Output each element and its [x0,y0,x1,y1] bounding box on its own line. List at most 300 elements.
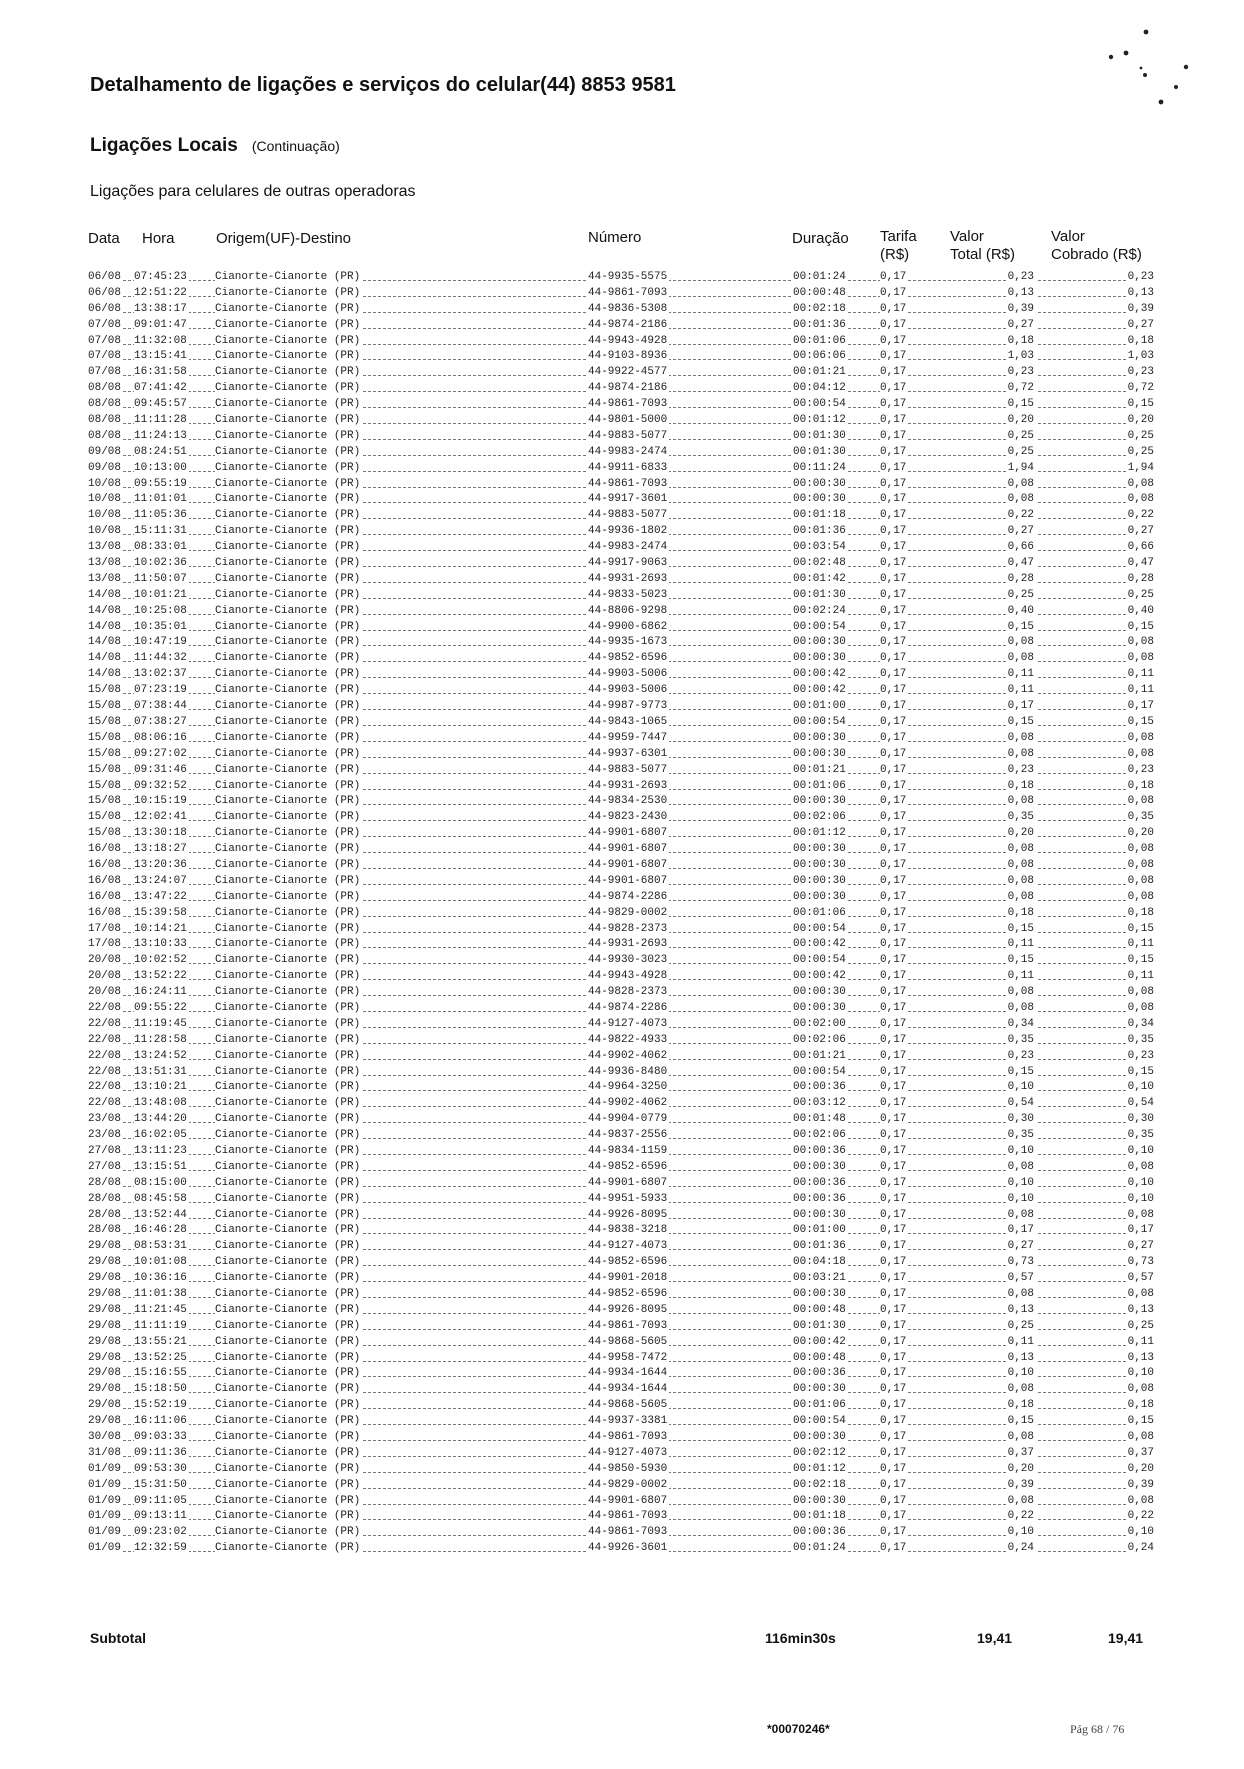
cell-duracao: 00:02:06 [793,1128,848,1144]
table-row [88,1223,1156,1239]
cell-origem: Cianorte-Cianorte (PR) [215,1335,362,1351]
cell-data: 14/08 [88,604,123,620]
cell-valor-cobrado: 0,08 [1126,1287,1156,1303]
cell-duracao: 00:01:12 [793,413,848,429]
cell-origem: Cianorte-Cianorte (PR) [215,1398,362,1414]
cell-tarifa: 0,17 [880,334,908,350]
cell-numero: 44-9868-5605 [588,1335,669,1351]
table-row [88,270,1156,286]
cell-hora: 13:52:44 [134,1208,189,1224]
cell-origem: Cianorte-Cianorte (PR) [215,1287,362,1303]
cell-hora: 13:52:22 [134,969,189,985]
cell-numero: 44-9936-1802 [588,524,669,540]
cell-valor-cobrado: 0,35 [1126,810,1156,826]
cell-tarifa: 0,17 [880,1239,908,1255]
cell-duracao: 00:00:30 [793,1287,848,1303]
col-header-tarifa-unit: (R$) [880,246,910,263]
cell-numero: 44-9103-8936 [588,349,669,365]
cell-origem: Cianorte-Cianorte (PR) [215,874,362,890]
cell-tarifa: 0,17 [880,715,908,731]
cell-duracao: 00:00:30 [793,635,848,651]
table-row [88,747,1156,763]
cell-origem: Cianorte-Cianorte (PR) [215,540,362,556]
cell-duracao: 00:00:36 [793,1080,848,1096]
cell-data: 15/08 [88,779,123,795]
subtotal-valor-cobrado: 19,41 [1108,1630,1144,1646]
cell-tarifa: 0,17 [880,318,908,334]
cell-valor-total: 0,35 [1006,1128,1036,1144]
cell-valor-cobrado: 0,23 [1126,270,1156,286]
cell-hora: 13:52:25 [134,1351,189,1367]
cell-tarifa: 0,17 [880,1525,908,1541]
table-row [88,477,1156,493]
cell-data: 29/08 [88,1303,123,1319]
cell-valor-cobrado: 0,15 [1126,397,1156,413]
table-row [88,334,1156,350]
cell-data: 31/08 [88,1446,123,1462]
cell-data: 14/08 [88,667,123,683]
cell-valor-cobrado: 0,57 [1126,1271,1156,1287]
cell-numero: 44-9931-2693 [588,572,669,588]
cell-valor-total: 0,22 [1006,1509,1036,1525]
table-row [88,1541,1156,1557]
cell-valor-total: 0,23 [1006,365,1036,381]
cell-duracao: 00:00:42 [793,683,848,699]
cell-duracao: 00:02:48 [793,556,848,572]
cell-duracao: 00:02:18 [793,302,848,318]
cell-hora: 08:06:16 [134,731,189,747]
cell-data: 29/08 [88,1271,123,1287]
cell-valor-cobrado: 0,08 [1126,985,1156,1001]
cell-numero: 44-9127-4073 [588,1017,669,1033]
cell-data: 16/08 [88,842,123,858]
table-row [88,667,1156,683]
cell-numero: 44-9904-0779 [588,1112,669,1128]
cell-valor-cobrado: 0,17 [1126,1223,1156,1239]
table-row [88,524,1156,540]
cell-data: 08/08 [88,413,123,429]
cell-duracao: 00:01:00 [793,1223,848,1239]
cell-data: 01/09 [88,1462,123,1478]
cell-tarifa: 0,17 [880,349,908,365]
cell-tarifa: 0,17 [880,1303,908,1319]
col-header-valor-cobrado-label: Valor [1051,228,1085,245]
cell-valor-cobrado: 0,08 [1126,731,1156,747]
cell-duracao: 00:00:48 [793,1303,848,1319]
cell-duracao: 00:00:30 [793,651,848,667]
cell-valor-total: 0,72 [1006,381,1036,397]
table-row [88,1128,1156,1144]
cell-duracao: 00:01:21 [793,763,848,779]
cell-valor-total: 0,27 [1006,318,1036,334]
table-row [88,1144,1156,1160]
cell-valor-cobrado: 0,13 [1126,1303,1156,1319]
cell-numero: 44-9934-1644 [588,1382,669,1398]
cell-tarifa: 0,17 [880,1366,908,1382]
cell-tarifa: 0,17 [880,1096,908,1112]
col-header-tarifa-label: Tarifa [880,228,917,245]
cell-hora: 10:02:36 [134,556,189,572]
cell-numero: 44-9943-4928 [588,334,669,350]
cell-duracao: 00:01:21 [793,365,848,381]
cell-origem: Cianorte-Cianorte (PR) [215,667,362,683]
cell-valor-total: 0,57 [1006,1271,1036,1287]
cell-tarifa: 0,17 [880,461,908,477]
cell-hora: 15:52:19 [134,1398,189,1414]
cell-numero: 44-9834-2530 [588,794,669,810]
cell-origem: Cianorte-Cianorte (PR) [215,588,362,604]
cell-duracao: 00:00:30 [793,477,848,493]
cell-valor-cobrado: 0,18 [1126,1398,1156,1414]
cell-data: 22/08 [88,1096,123,1112]
cell-hora: 09:23:02 [134,1525,189,1541]
cell-data: 08/08 [88,397,123,413]
table-row [88,1208,1156,1224]
cell-origem: Cianorte-Cianorte (PR) [215,683,362,699]
subtotal-valor-total: 19,41 [977,1630,1013,1646]
table-row [88,413,1156,429]
cell-tarifa: 0,17 [880,588,908,604]
cell-numero: 44-9987-9773 [588,699,669,715]
table-row [88,1271,1156,1287]
cell-valor-total: 0,08 [1006,651,1036,667]
table-row [88,1049,1156,1065]
cell-numero: 44-9874-2186 [588,318,669,334]
cell-data: 28/08 [88,1176,123,1192]
cell-numero: 44-9861-7093 [588,1319,669,1335]
cell-valor-cobrado: 0,17 [1126,699,1156,715]
cell-data: 28/08 [88,1223,123,1239]
table-row [88,1065,1156,1081]
cell-valor-cobrado: 0,08 [1126,794,1156,810]
cell-tarifa: 0,17 [880,1335,908,1351]
cell-valor-cobrado: 0,08 [1126,874,1156,890]
cell-hora: 15:18:50 [134,1382,189,1398]
cell-valor-total: 0,28 [1006,572,1036,588]
cell-origem: Cianorte-Cianorte (PR) [215,429,362,445]
cell-numero: 44-9901-6807 [588,842,669,858]
cell-origem: Cianorte-Cianorte (PR) [215,1239,362,1255]
cell-data: 08/08 [88,381,123,397]
cell-valor-cobrado: 0,11 [1126,969,1156,985]
cell-origem: Cianorte-Cianorte (PR) [215,318,362,334]
document-title: Detalhamento de ligações e serviços do celular(44) 8853 9581 [90,74,676,96]
table-row [88,572,1156,588]
cell-valor-cobrado: 0,15 [1126,715,1156,731]
table-row [88,1446,1156,1462]
cell-numero: 44-9852-6596 [588,1160,669,1176]
cell-origem: Cianorte-Cianorte (PR) [215,397,362,413]
cell-valor-total: 0,17 [1006,699,1036,715]
table-row [88,620,1156,636]
cell-valor-total: 0,08 [1006,1494,1036,1510]
section-title: Ligações Locais [90,135,238,156]
cell-data: 15/08 [88,715,123,731]
cell-origem: Cianorte-Cianorte (PR) [215,1382,362,1398]
cell-origem: Cianorte-Cianorte (PR) [215,524,362,540]
cell-hora: 13:10:33 [134,937,189,953]
cell-data: 09/08 [88,445,123,461]
table-row [88,635,1156,651]
cell-valor-cobrado: 0,15 [1126,1414,1156,1430]
cell-data: 28/08 [88,1208,123,1224]
cell-hora: 13:10:21 [134,1080,189,1096]
table-row [88,1430,1156,1446]
cell-numero: 44-9852-6596 [588,651,669,667]
cell-tarifa: 0,17 [880,1160,908,1176]
cell-tarifa: 0,17 [880,890,908,906]
cell-duracao: 00:02:24 [793,604,848,620]
cell-valor-total: 0,10 [1006,1144,1036,1160]
cell-valor-total: 0,08 [1006,635,1036,651]
cell-duracao: 00:03:21 [793,1271,848,1287]
cell-origem: Cianorte-Cianorte (PR) [215,1319,362,1335]
cell-hora: 10:35:01 [134,620,189,636]
cell-tarifa: 0,17 [880,651,908,667]
cell-hora: 13:30:18 [134,826,189,842]
cell-data: 22/08 [88,1080,123,1096]
cell-valor-total: 0,11 [1006,667,1036,683]
cell-data: 01/09 [88,1494,123,1510]
cell-data: 29/08 [88,1319,123,1335]
cell-valor-total: 0,39 [1006,1478,1036,1494]
cell-data: 10/08 [88,492,123,508]
cell-origem: Cianorte-Cianorte (PR) [215,477,362,493]
cell-hora: 11:11:19 [134,1319,189,1335]
cell-numero: 44-9901-6807 [588,826,669,842]
cell-tarifa: 0,17 [880,381,908,397]
cell-numero: 44-9874-2286 [588,1001,669,1017]
cell-duracao: 00:00:42 [793,937,848,953]
cell-hora: 13:20:36 [134,858,189,874]
cell-valor-cobrado: 0,08 [1126,1382,1156,1398]
cell-hora: 11:44:32 [134,651,189,667]
cell-data: 14/08 [88,588,123,604]
cell-data: 15/08 [88,747,123,763]
subtotal-duration: 116min30s [765,1630,836,1646]
cell-numero: 44-9964-3250 [588,1080,669,1096]
cell-origem: Cianorte-Cianorte (PR) [215,1096,362,1112]
cell-duracao: 00:00:30 [793,858,848,874]
cell-data: 29/08 [88,1239,123,1255]
cell-duracao: 00:03:54 [793,540,848,556]
table-row [88,556,1156,572]
subsection-heading: Ligações para celulares de outras operadoras [90,183,416,200]
cell-hora: 10:15:19 [134,794,189,810]
cell-numero: 44-9983-2474 [588,445,669,461]
table-row [88,1096,1156,1112]
cell-hora: 13:48:08 [134,1096,189,1112]
cell-valor-cobrado: 0,54 [1126,1096,1156,1112]
cell-hora: 15:16:55 [134,1366,189,1382]
cell-origem: Cianorte-Cianorte (PR) [215,445,362,461]
cell-duracao: 00:11:24 [793,461,848,477]
cell-valor-total: 0,25 [1006,1319,1036,1335]
cell-valor-cobrado: 0,25 [1126,1319,1156,1335]
cell-origem: Cianorte-Cianorte (PR) [215,953,362,969]
cell-valor-total: 0,15 [1006,1065,1036,1081]
cell-origem: Cianorte-Cianorte (PR) [215,731,362,747]
cell-valor-cobrado: 0,28 [1126,572,1156,588]
cell-tarifa: 0,17 [880,508,908,524]
col-header-tarifa [880,228,917,264]
cell-tarifa: 0,17 [880,286,908,302]
cell-valor-cobrado: 0,39 [1126,302,1156,318]
cell-duracao: 00:00:30 [793,1208,848,1224]
cell-valor-total: 0,15 [1006,953,1036,969]
table-row [88,906,1156,922]
cell-valor-total: 0,13 [1006,286,1036,302]
cell-valor-total: 0,11 [1006,937,1036,953]
col-header-hora: Hora [142,230,175,247]
cell-valor-cobrado: 0,37 [1126,1446,1156,1462]
cell-data: 29/08 [88,1335,123,1351]
cell-duracao: 00:00:30 [793,1382,848,1398]
cell-hora: 12:51:22 [134,286,189,302]
cell-duracao: 00:02:18 [793,1478,848,1494]
cell-tarifa: 0,17 [880,635,908,651]
cell-numero: 44-9861-7093 [588,1509,669,1525]
cell-valor-total: 0,08 [1006,731,1036,747]
cell-duracao: 00:00:30 [793,874,848,890]
cell-valor-cobrado: 0,08 [1126,492,1156,508]
cell-valor-total: 0,23 [1006,763,1036,779]
cell-valor-total: 0,08 [1006,890,1036,906]
cell-numero: 44-9843-1065 [588,715,669,731]
cell-hora: 13:24:52 [134,1049,189,1065]
cell-hora: 16:46:28 [134,1223,189,1239]
cell-duracao: 00:00:48 [793,286,848,302]
cell-duracao: 00:02:12 [793,1446,848,1462]
cell-origem: Cianorte-Cianorte (PR) [215,1478,362,1494]
section-note: (Continuação) [251,138,340,154]
cell-duracao: 00:00:36 [793,1525,848,1541]
table-row [88,1080,1156,1096]
cell-duracao: 00:01:00 [793,699,848,715]
cell-tarifa: 0,17 [880,842,908,858]
cell-numero: 44-9801-5000 [588,413,669,429]
cell-hora: 09:01:47 [134,318,189,334]
cell-tarifa: 0,17 [880,445,908,461]
cell-tarifa: 0,17 [880,922,908,938]
cell-valor-cobrado: 0,22 [1126,1509,1156,1525]
cell-valor-cobrado: 0,34 [1126,1017,1156,1033]
cell-tarifa: 0,17 [880,1033,908,1049]
cell-valor-total: 0,13 [1006,1303,1036,1319]
cell-valor-cobrado: 0,73 [1126,1255,1156,1271]
cell-tarifa: 0,17 [880,1271,908,1287]
table-row [88,286,1156,302]
cell-valor-total: 0,10 [1006,1525,1036,1541]
cell-hora: 08:24:51 [134,445,189,461]
cell-duracao: 00:06:06 [793,349,848,365]
cell-numero: 44-9861-7093 [588,286,669,302]
cell-duracao: 00:00:30 [793,731,848,747]
cell-origem: Cianorte-Cianorte (PR) [215,492,362,508]
cell-hora: 13:11:23 [134,1144,189,1160]
cell-hora: 11:05:36 [134,508,189,524]
cell-hora: 12:02:41 [134,810,189,826]
cell-duracao: 00:00:36 [793,1366,848,1382]
page-number: Pág 68 / 76 [1070,1722,1125,1736]
cell-hora: 07:38:44 [134,699,189,715]
cell-numero: 44-9930-3023 [588,953,669,969]
cell-numero: 44-9901-6807 [588,1176,669,1192]
cell-duracao: 00:00:48 [793,1351,848,1367]
table-row [88,318,1156,334]
cell-tarifa: 0,17 [880,365,908,381]
cell-numero: 44-9833-5023 [588,588,669,604]
cell-valor-total: 0,54 [1006,1096,1036,1112]
cell-data: 29/08 [88,1382,123,1398]
cell-valor-cobrado: 0,10 [1126,1366,1156,1382]
cell-hora: 09:13:11 [134,1509,189,1525]
cell-duracao: 00:00:42 [793,667,848,683]
cell-hora: 09:11:36 [134,1446,189,1462]
cell-valor-cobrado: 0,30 [1126,1112,1156,1128]
cell-data: 13/08 [88,540,123,556]
table-row [88,1319,1156,1335]
cell-data: 07/08 [88,365,123,381]
cell-tarifa: 0,17 [880,1255,908,1271]
cell-hora: 09:32:52 [134,779,189,795]
cell-hora: 11:50:07 [134,572,189,588]
cell-valor-cobrado: 0,25 [1126,445,1156,461]
cell-valor-cobrado: 0,25 [1126,429,1156,445]
cell-duracao: 00:01:18 [793,508,848,524]
table-row [88,858,1156,874]
cell-valor-total: 0,08 [1006,874,1036,890]
cell-valor-cobrado: 0,13 [1126,1351,1156,1367]
cell-numero: 44-9902-4062 [588,1049,669,1065]
cell-origem: Cianorte-Cianorte (PR) [215,1192,362,1208]
cell-hora: 10:25:08 [134,604,189,620]
cell-valor-cobrado: 0,35 [1126,1128,1156,1144]
cell-hora: 09:53:30 [134,1462,189,1478]
cell-hora: 11:01:01 [134,492,189,508]
cell-hora: 08:33:01 [134,540,189,556]
call-table [88,270,1156,1557]
cell-hora: 16:31:58 [134,365,189,381]
cell-valor-total: 0,08 [1006,858,1036,874]
cell-hora: 10:36:16 [134,1271,189,1287]
cell-valor-total: 0,40 [1006,604,1036,620]
cell-valor-total: 0,10 [1006,1176,1036,1192]
cell-origem: Cianorte-Cianorte (PR) [215,1509,362,1525]
cell-tarifa: 0,17 [880,1446,908,1462]
cell-data: 16/08 [88,890,123,906]
cell-origem: Cianorte-Cianorte (PR) [215,1112,362,1128]
cell-tarifa: 0,17 [880,1128,908,1144]
cell-data: 07/08 [88,334,123,350]
cell-hora: 13:02:37 [134,667,189,683]
cell-hora: 13:15:51 [134,1160,189,1176]
cell-tarifa: 0,17 [880,985,908,1001]
cell-duracao: 00:00:54 [793,397,848,413]
cell-origem: Cianorte-Cianorte (PR) [215,699,362,715]
cell-valor-cobrado: 0,18 [1126,906,1156,922]
cell-origem: Cianorte-Cianorte (PR) [215,1160,362,1176]
table-row [88,1017,1156,1033]
cell-valor-cobrado: 0,10 [1126,1525,1156,1541]
cell-duracao: 00:01:06 [793,334,848,350]
cell-numero: 44-9926-3601 [588,1541,669,1557]
cell-numero: 44-9829-0002 [588,1478,669,1494]
cell-valor-total: 0,08 [1006,1430,1036,1446]
table-row [88,302,1156,318]
cell-valor-total: 0,08 [1006,492,1036,508]
cell-data: 01/09 [88,1525,123,1541]
